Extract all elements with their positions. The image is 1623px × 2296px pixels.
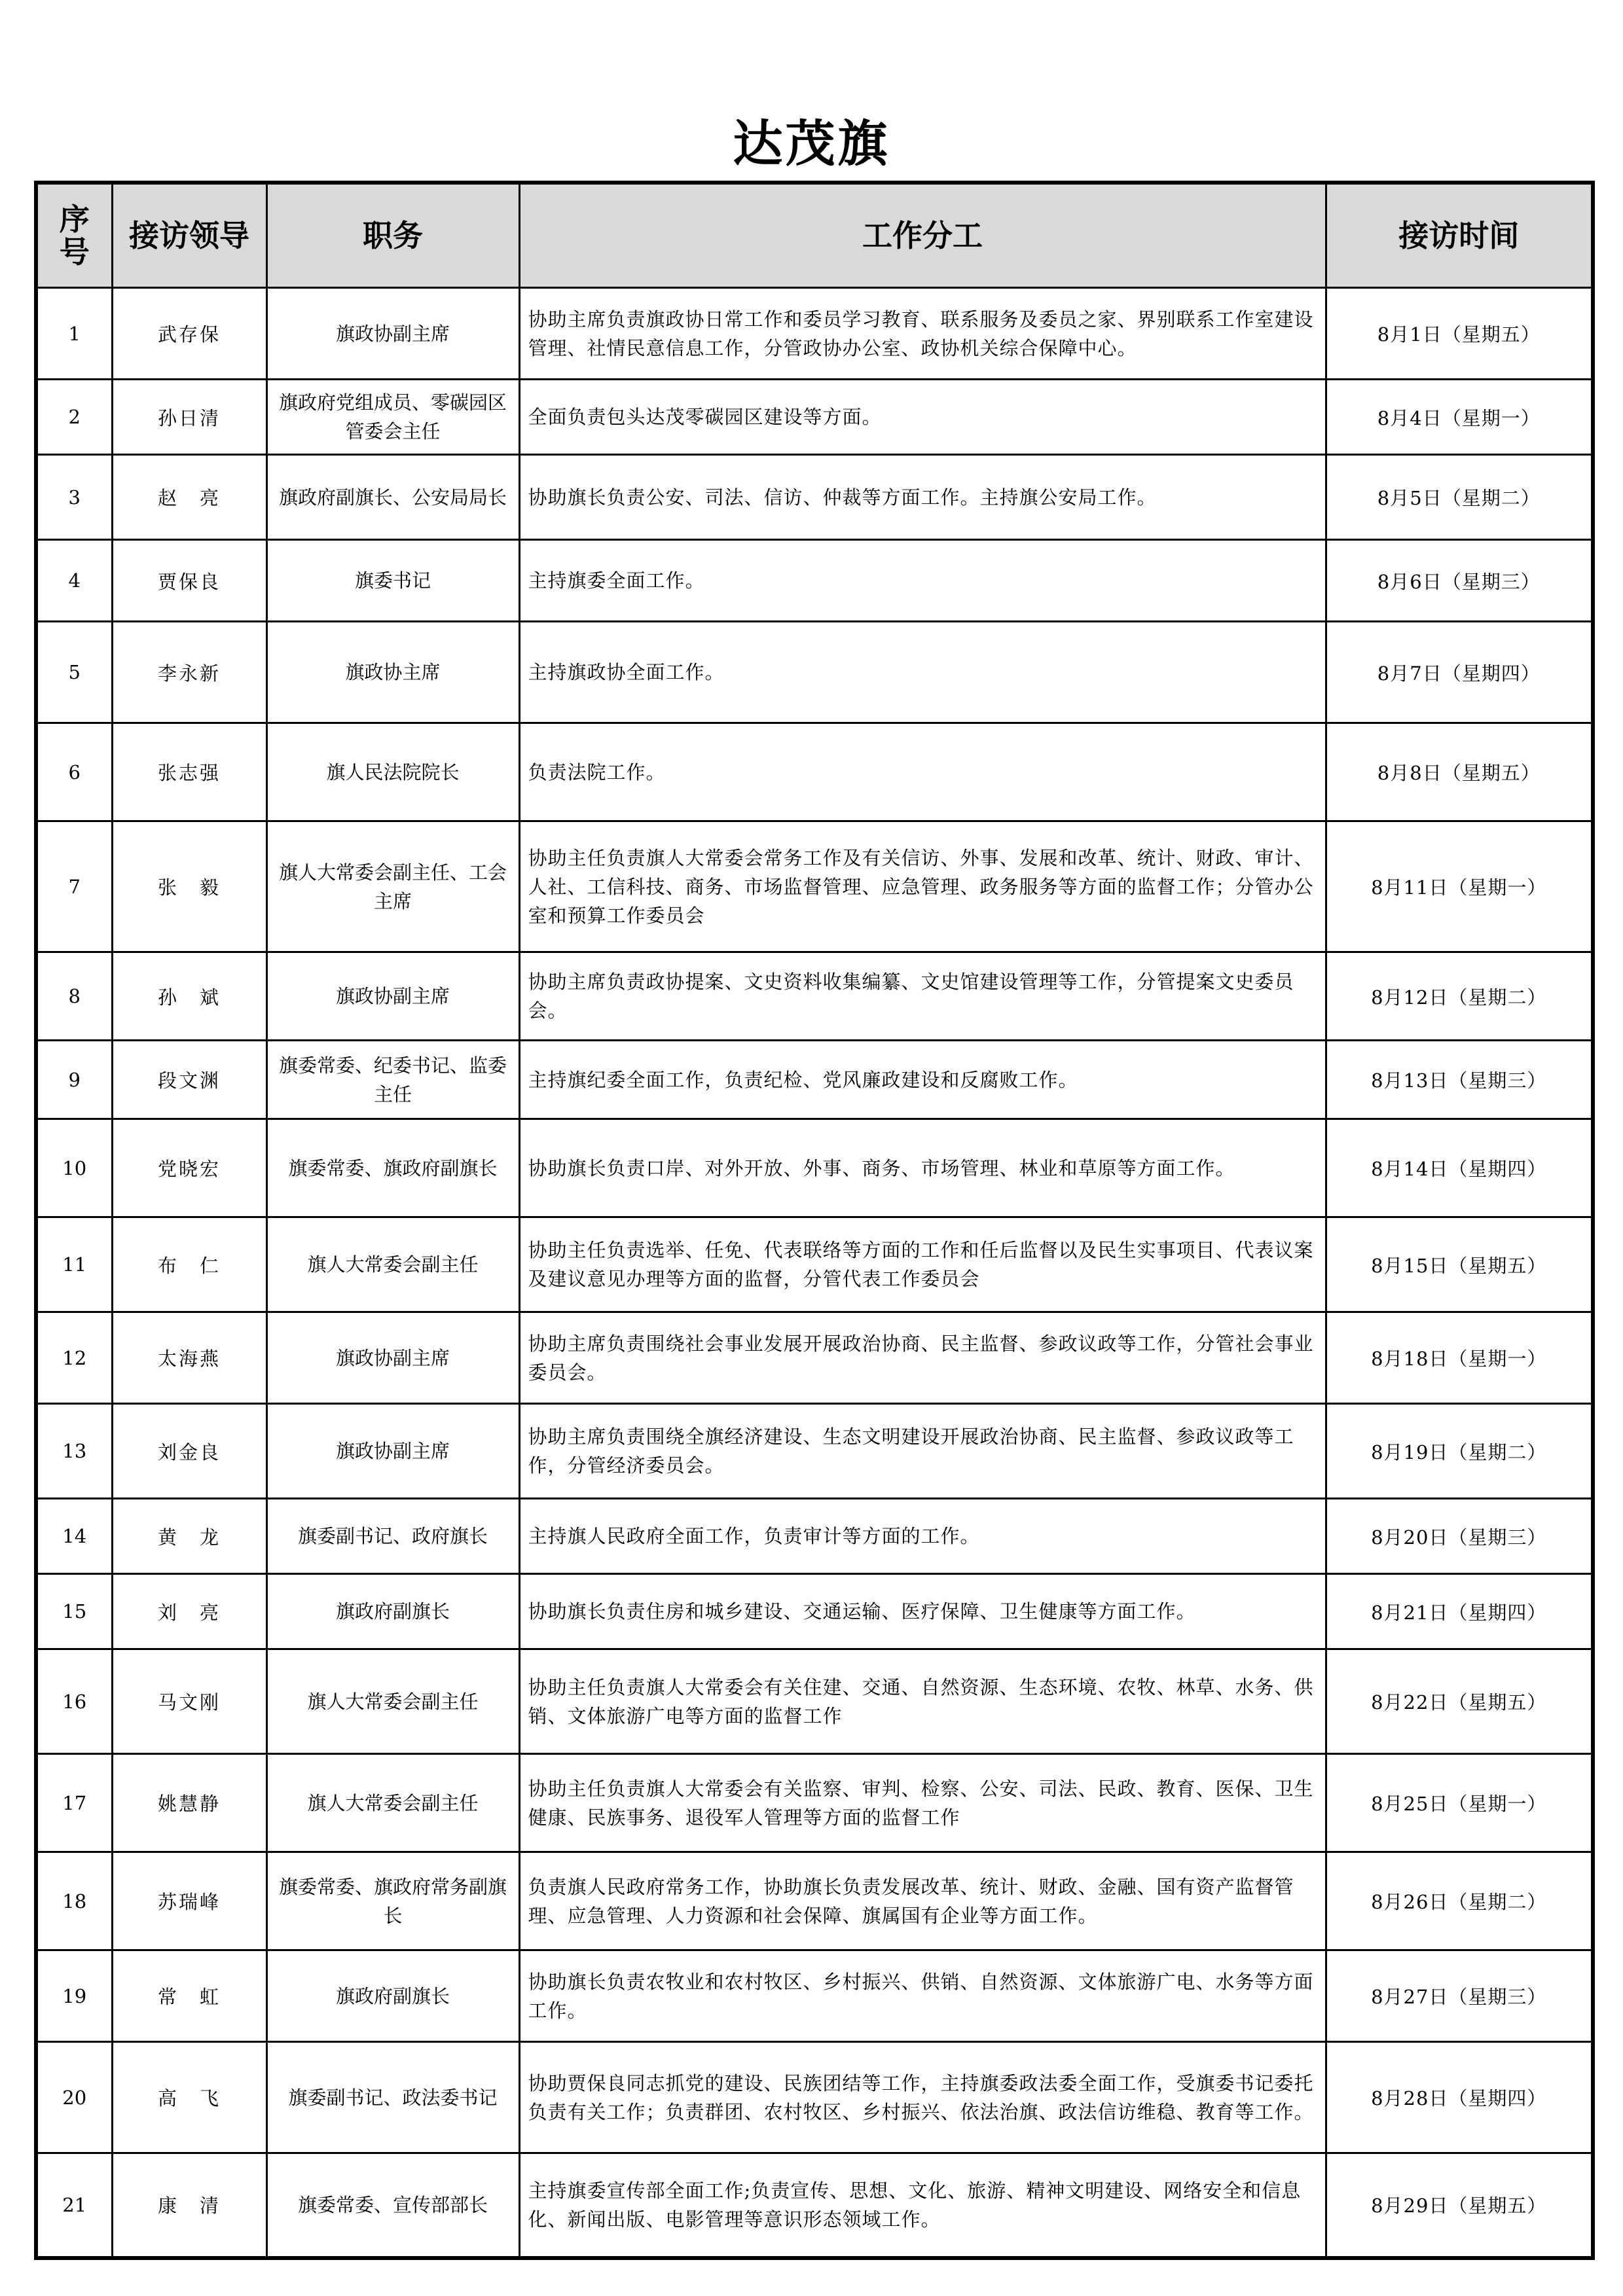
cell-time: 8月5日（星期二） xyxy=(1326,455,1593,540)
cell-leader: 刘 亮 xyxy=(112,1574,266,1649)
table-body xyxy=(36,288,1593,2258)
cell-duty: 主持旗政协全面工作。 xyxy=(519,622,1326,723)
cell-duty: 协助主任负责旗人大常委会有关监察、审判、检察、公安、司法、民政、教育、医保、卫生健康、民族事务、退役军人管理等方面的监督工作 xyxy=(519,1754,1326,1852)
header-leader: 接访领导 xyxy=(112,183,266,288)
cell-position: 旗委常委、宣传部部长 xyxy=(266,2153,519,2258)
cell-duty: 主持旗委宣传部全面工作;负责宣传、思想、文化、旅游、精神文明建设、网络安全和信息化、新闻出版、电影管理等意识形态领域工作。 xyxy=(519,2153,1326,2258)
cell-duty: 主持旗纪委全面工作，负责纪检、党风廉政建设和反腐败工作。 xyxy=(519,1041,1326,1119)
cell-leader: 布 仁 xyxy=(112,1217,266,1312)
header-duty: 工作分工 xyxy=(519,183,1326,288)
table-row xyxy=(36,1041,1593,1119)
cell-no: 3 xyxy=(36,455,112,540)
cell-duty: 协助主席负责旗政协日常工作和委员学习教育、联系服务及委员之家、界别联系工作室建设管理、社情民意信息工作，分管政协办公室、政协机关综合保障中心。 xyxy=(519,288,1326,380)
cell-leader: 孙 斌 xyxy=(112,952,266,1041)
table-row xyxy=(36,1119,1593,1217)
table-row xyxy=(36,1649,1593,1754)
cell-position: 旗委常委、旗政府副旗长 xyxy=(266,1119,519,1217)
table-row xyxy=(36,2042,1593,2153)
cell-position: 旗人大常委会副主任 xyxy=(266,1649,519,1754)
cell-leader: 黄 龙 xyxy=(112,1499,266,1574)
table-row xyxy=(36,380,1593,455)
header-row xyxy=(36,183,1593,288)
header-seq-line2: 号 xyxy=(59,234,90,270)
table-row xyxy=(36,288,1593,380)
cell-time: 8月13日（星期三） xyxy=(1326,1041,1593,1119)
cell-time: 8月15日（星期五） xyxy=(1326,1217,1593,1312)
cell-no: 17 xyxy=(36,1754,112,1852)
cell-duty: 负责法院工作。 xyxy=(519,723,1326,821)
table-row xyxy=(36,1312,1593,1404)
cell-duty: 协助主席负责围绕全旗经济建设、生态文明建设开展政治协商、民主监督、参政议政等工作，分管经济委员会。 xyxy=(519,1404,1326,1499)
cell-duty: 全面负责包头达茂零碳园区建设等方面。 xyxy=(519,380,1326,455)
cell-position: 旗委书记 xyxy=(266,540,519,622)
cell-duty: 协助主任负责选举、任免、代表联络等方面的工作和任后监督以及民生实事项目、代表议案及建议意见办理等方面的监督，分管代表工作委员会 xyxy=(519,1217,1326,1312)
cell-no: 2 xyxy=(36,380,112,455)
table-row xyxy=(36,2153,1593,2258)
cell-no: 10 xyxy=(36,1119,112,1217)
cell-leader: 段文渊 xyxy=(112,1041,266,1119)
cell-no: 16 xyxy=(36,1649,112,1754)
cell-position: 旗委副书记、政法委书记 xyxy=(266,2042,519,2153)
cell-leader: 马文刚 xyxy=(112,1649,266,1754)
table-row xyxy=(36,540,1593,622)
cell-time: 8月7日（星期四） xyxy=(1326,622,1593,723)
cell-time: 8月26日（星期二） xyxy=(1326,1852,1593,1950)
table-row xyxy=(36,1852,1593,1950)
cell-time: 8月14日（星期四） xyxy=(1326,1119,1593,1217)
cell-duty: 负责旗人民政府常务工作，协助旗长负责发展改革、统计、财政、金融、国有资产监督管理、应急管理、人力资源和社会保障、旗属国有企业等方面工作。 xyxy=(519,1852,1326,1950)
cell-time: 8月22日（星期五） xyxy=(1326,1649,1593,1754)
cell-time: 8月21日（星期四） xyxy=(1326,1574,1593,1649)
cell-position: 旗政府副旗长 xyxy=(266,1950,519,2042)
cell-no: 18 xyxy=(36,1852,112,1950)
page-title: 达茂旗 xyxy=(733,115,890,173)
cell-duty: 协助旗长负责公安、司法、信访、仲裁等方面工作。主持旗公安局工作。 xyxy=(519,455,1326,540)
table-row xyxy=(36,821,1593,952)
cell-time: 8月8日（星期五） xyxy=(1326,723,1593,821)
cell-leader: 高 飞 xyxy=(112,2042,266,2153)
cell-time: 8月12日（星期二） xyxy=(1326,952,1593,1041)
cell-leader: 党晓宏 xyxy=(112,1119,266,1217)
cell-no: 7 xyxy=(36,821,112,952)
table-row xyxy=(36,455,1593,540)
cell-position: 旗政府副旗长、公安局局长 xyxy=(266,455,519,540)
cell-position: 旗政府党组成员、零碳园区管委会主任 xyxy=(266,380,519,455)
cell-position: 旗委常委、纪委书记、监委主任 xyxy=(266,1041,519,1119)
header-position: 职务 xyxy=(266,183,519,288)
cell-leader: 张 毅 xyxy=(112,821,266,952)
cell-no: 4 xyxy=(36,540,112,622)
cell-no: 9 xyxy=(36,1041,112,1119)
cell-duty: 协助主任负责旗人大常委会有关住建、交通、自然资源、生态环境、农牧、林草、水务、供销、文体旅游广电等方面的监督工作 xyxy=(519,1649,1326,1754)
cell-leader: 张志强 xyxy=(112,723,266,821)
cell-time: 8月18日（星期一） xyxy=(1326,1312,1593,1404)
cell-leader: 姚慧静 xyxy=(112,1754,266,1852)
cell-no: 12 xyxy=(36,1312,112,1404)
cell-position: 旗政协主席 xyxy=(266,622,519,723)
cell-no: 19 xyxy=(36,1950,112,2042)
cell-no: 1 xyxy=(36,288,112,380)
cell-no: 13 xyxy=(36,1404,112,1499)
cell-no: 8 xyxy=(36,952,112,1041)
cell-position: 旗人大常委会副主任 xyxy=(266,1754,519,1852)
cell-time: 8月27日（星期三） xyxy=(1326,1950,1593,2042)
cell-time: 8月11日（星期一） xyxy=(1326,821,1593,952)
cell-time: 8月25日（星期一） xyxy=(1326,1754,1593,1852)
cell-leader: 孙日清 xyxy=(112,380,266,455)
cell-time: 8月28日（星期四） xyxy=(1326,2042,1593,2153)
table-row xyxy=(36,952,1593,1041)
table-row xyxy=(36,622,1593,723)
table-row xyxy=(36,1574,1593,1649)
cell-duty: 协助主席负责围绕社会事业发展开展政治协商、民主监督、参政议政等工作，分管社会事业委员会。 xyxy=(519,1312,1326,1404)
cell-time: 8月6日（星期三） xyxy=(1326,540,1593,622)
table-row xyxy=(36,1499,1593,1574)
table-row xyxy=(36,1217,1593,1312)
header-time: 接访时间 xyxy=(1326,183,1593,288)
table-header xyxy=(36,183,1593,288)
cell-position: 旗政协副主席 xyxy=(266,1312,519,1404)
cell-time: 8月29日（星期五） xyxy=(1326,2153,1593,2258)
cell-no: 11 xyxy=(36,1217,112,1312)
cell-duty: 主持旗委全面工作。 xyxy=(519,540,1326,622)
table-row xyxy=(36,1404,1593,1499)
cell-time: 8月19日（星期二） xyxy=(1326,1404,1593,1499)
cell-position: 旗委常委、旗政府常务副旗长 xyxy=(266,1852,519,1950)
cell-time: 8月4日（星期一） xyxy=(1326,380,1593,455)
cell-leader: 康 清 xyxy=(112,2153,266,2258)
cell-duty: 主持旗人民政府全面工作，负责审计等方面的工作。 xyxy=(519,1499,1326,1574)
cell-leader: 武存保 xyxy=(112,288,266,380)
cell-duty: 协助旗长负责农牧业和农村牧区、乡村振兴、供销、自然资源、文体旅游广电、水务等方面工作。 xyxy=(519,1950,1326,2042)
cell-leader: 常 虹 xyxy=(112,1950,266,2042)
cell-position: 旗人大常委会副主任、工会主席 xyxy=(266,821,519,952)
cell-position: 旗政协副主席 xyxy=(266,1404,519,1499)
cell-time: 8月1日（星期五） xyxy=(1326,288,1593,380)
cell-time: 8月20日（星期三） xyxy=(1326,1499,1593,1574)
header-seq-line1: 序 xyxy=(59,202,90,237)
cell-leader: 赵 亮 xyxy=(112,455,266,540)
cell-position: 旗政协副主席 xyxy=(266,952,519,1041)
cell-position: 旗政协副主席 xyxy=(266,288,519,380)
cell-no: 6 xyxy=(36,723,112,821)
cell-duty: 协助旗长负责住房和城乡建设、交通运输、医疗保障、卫生健康等方面工作。 xyxy=(519,1574,1326,1649)
cell-leader: 李永新 xyxy=(112,622,266,723)
cell-no: 15 xyxy=(36,1574,112,1649)
reception-schedule-table xyxy=(34,181,1595,2260)
cell-duty: 协助主席负责政协提案、文史资料收集编纂、文史馆建设管理等工作，分管提案文史委员会。 xyxy=(519,952,1326,1041)
cell-no: 20 xyxy=(36,2042,112,2153)
cell-no: 21 xyxy=(36,2153,112,2258)
cell-no: 5 xyxy=(36,622,112,723)
cell-leader: 苏瑞峰 xyxy=(112,1852,266,1950)
cell-leader: 刘金良 xyxy=(112,1404,266,1499)
cell-duty: 协助旗长负责口岸、对外开放、外事、商务、市场管理、林业和草原等方面工作。 xyxy=(519,1119,1326,1217)
cell-position: 旗人大常委会副主任 xyxy=(266,1217,519,1312)
table-row xyxy=(36,1754,1593,1852)
cell-position: 旗政府副旗长 xyxy=(266,1574,519,1649)
cell-position: 旗委副书记、政府旗长 xyxy=(266,1499,519,1574)
cell-position: 旗人民法院院长 xyxy=(266,723,519,821)
table-row xyxy=(36,1950,1593,2042)
cell-leader: 贾保良 xyxy=(112,540,266,622)
cell-no: 14 xyxy=(36,1499,112,1574)
header-seq xyxy=(36,183,112,288)
cell-duty: 协助贾保良同志抓党的建设、民族团结等工作，主持旗委政法委全面工作，受旗委书记委托负责有关工作；负责群团、农村牧区、乡村振兴、依法治旗、政法信访维稳、教育等工作。 xyxy=(519,2042,1326,2153)
table-row xyxy=(36,723,1593,821)
cell-leader: 太海燕 xyxy=(112,1312,266,1404)
cell-duty: 协助主任负责旗人大常委会常务工作及有关信访、外事、发展和改革、统计、财政、审计、人社、工信科技、商务、市场监督管理、应急管理、政务服务等方面的监督工作；分管办公室和预算工作委员会 xyxy=(519,821,1326,952)
